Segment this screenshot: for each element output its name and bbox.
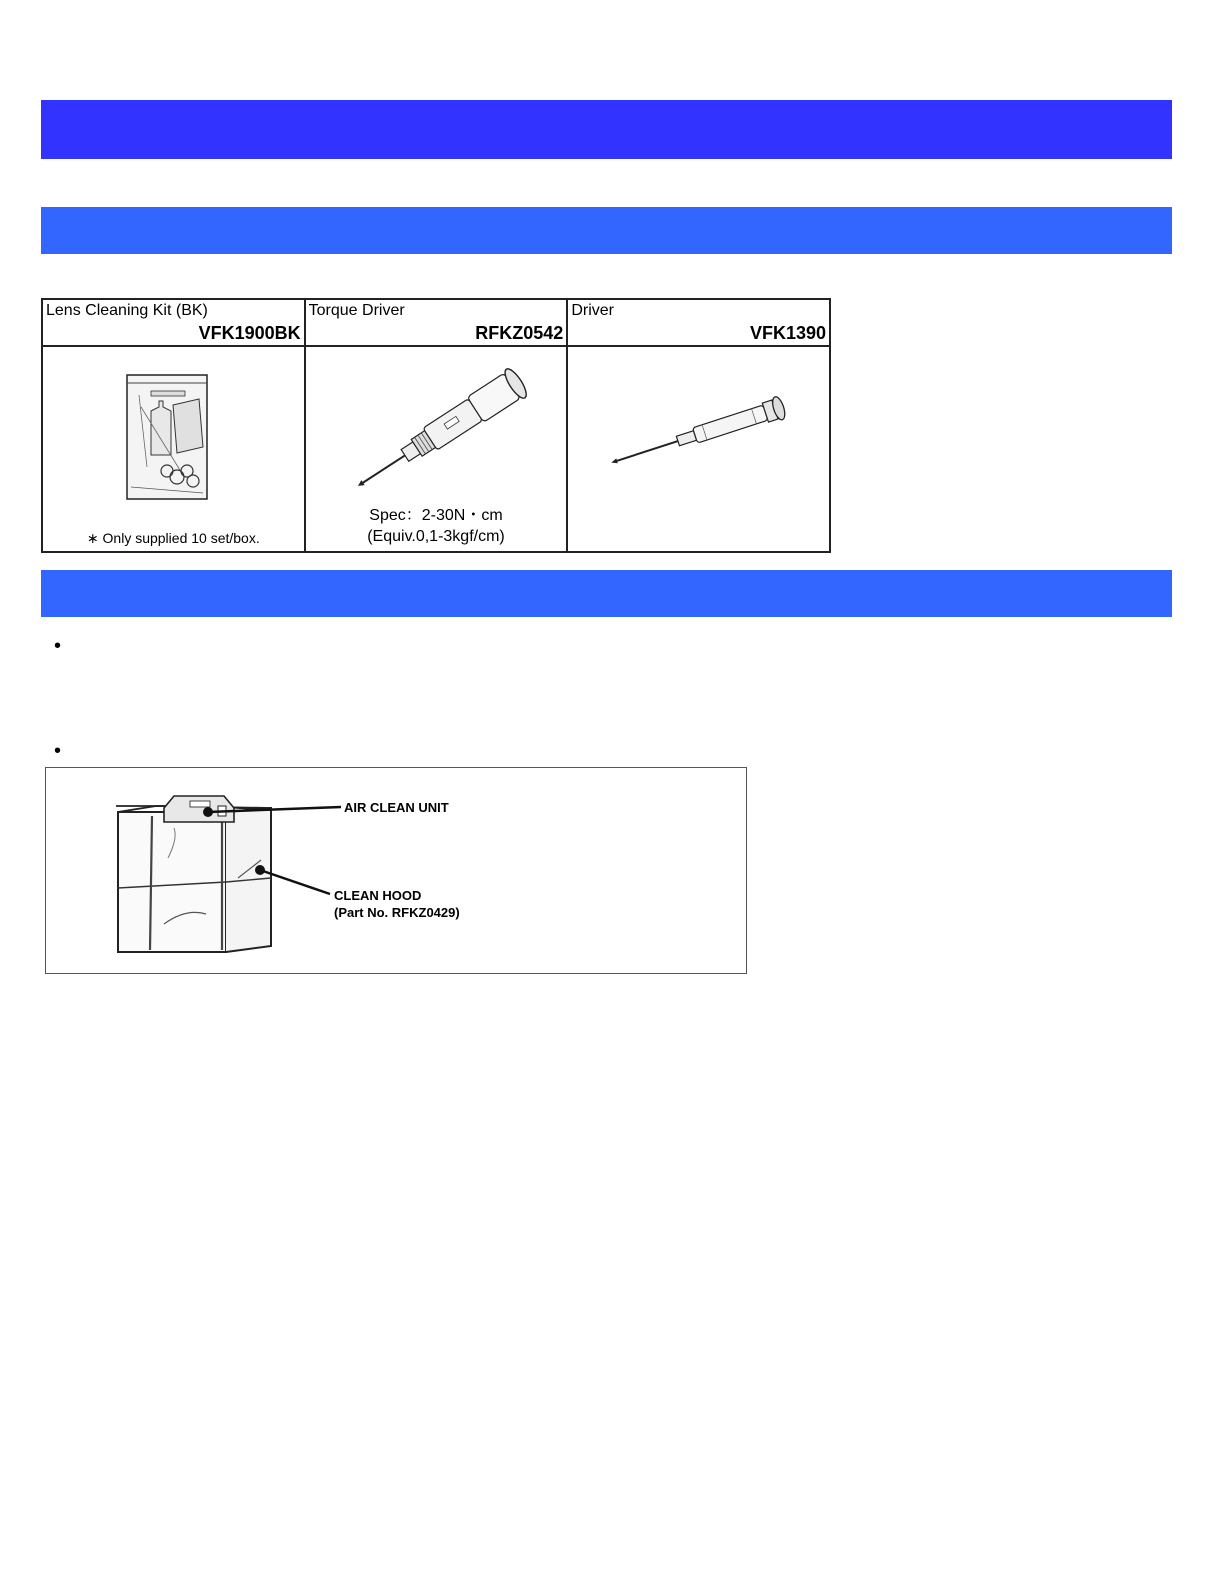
bullet-point: • — [54, 740, 62, 762]
clean-hood-part-label: (Part No. RFKZ0429) — [334, 905, 460, 920]
section-header-banner — [41, 207, 1172, 254]
bullet-point: • — [54, 635, 62, 657]
tool-header-cell — [567, 299, 830, 346]
section-header-banner — [41, 570, 1172, 617]
driver-icon — [568, 347, 830, 551]
tool-part-number: RFKZ0542 — [475, 323, 564, 343]
clean-hood-figure — [45, 767, 747, 974]
tool-name: Lens Cleaning Kit (BK) — [46, 302, 208, 319]
tool-header-cell — [42, 299, 305, 346]
tool-part-number: VFK1390 — [749, 323, 826, 343]
tool-image-cell — [42, 346, 305, 552]
tool-image-cell — [567, 346, 830, 552]
torque-spec-line: Spec：2-30N・cm — [369, 507, 503, 524]
tool-part-number: VFK1900BK — [198, 323, 301, 343]
tool-name: Torque Driver — [308, 302, 405, 319]
lens-cleaning-kit-icon — [43, 347, 305, 551]
tool-note: ∗ Only supplied 10 set/box. — [86, 530, 260, 546]
tool-name: Driver — [571, 302, 614, 319]
tool-image-cell — [305, 346, 568, 552]
torque-spec — [306, 505, 567, 547]
air-clean-unit-label: AIR CLEAN UNIT — [344, 800, 449, 815]
clean-hood-label: CLEAN HOOD — [334, 888, 422, 903]
service-tools-table — [41, 298, 831, 553]
main-header-banner — [41, 100, 1172, 159]
tool-header-cell — [305, 299, 568, 346]
torque-spec-line: (Equiv.0,1-3kgf/cm) — [367, 528, 505, 545]
